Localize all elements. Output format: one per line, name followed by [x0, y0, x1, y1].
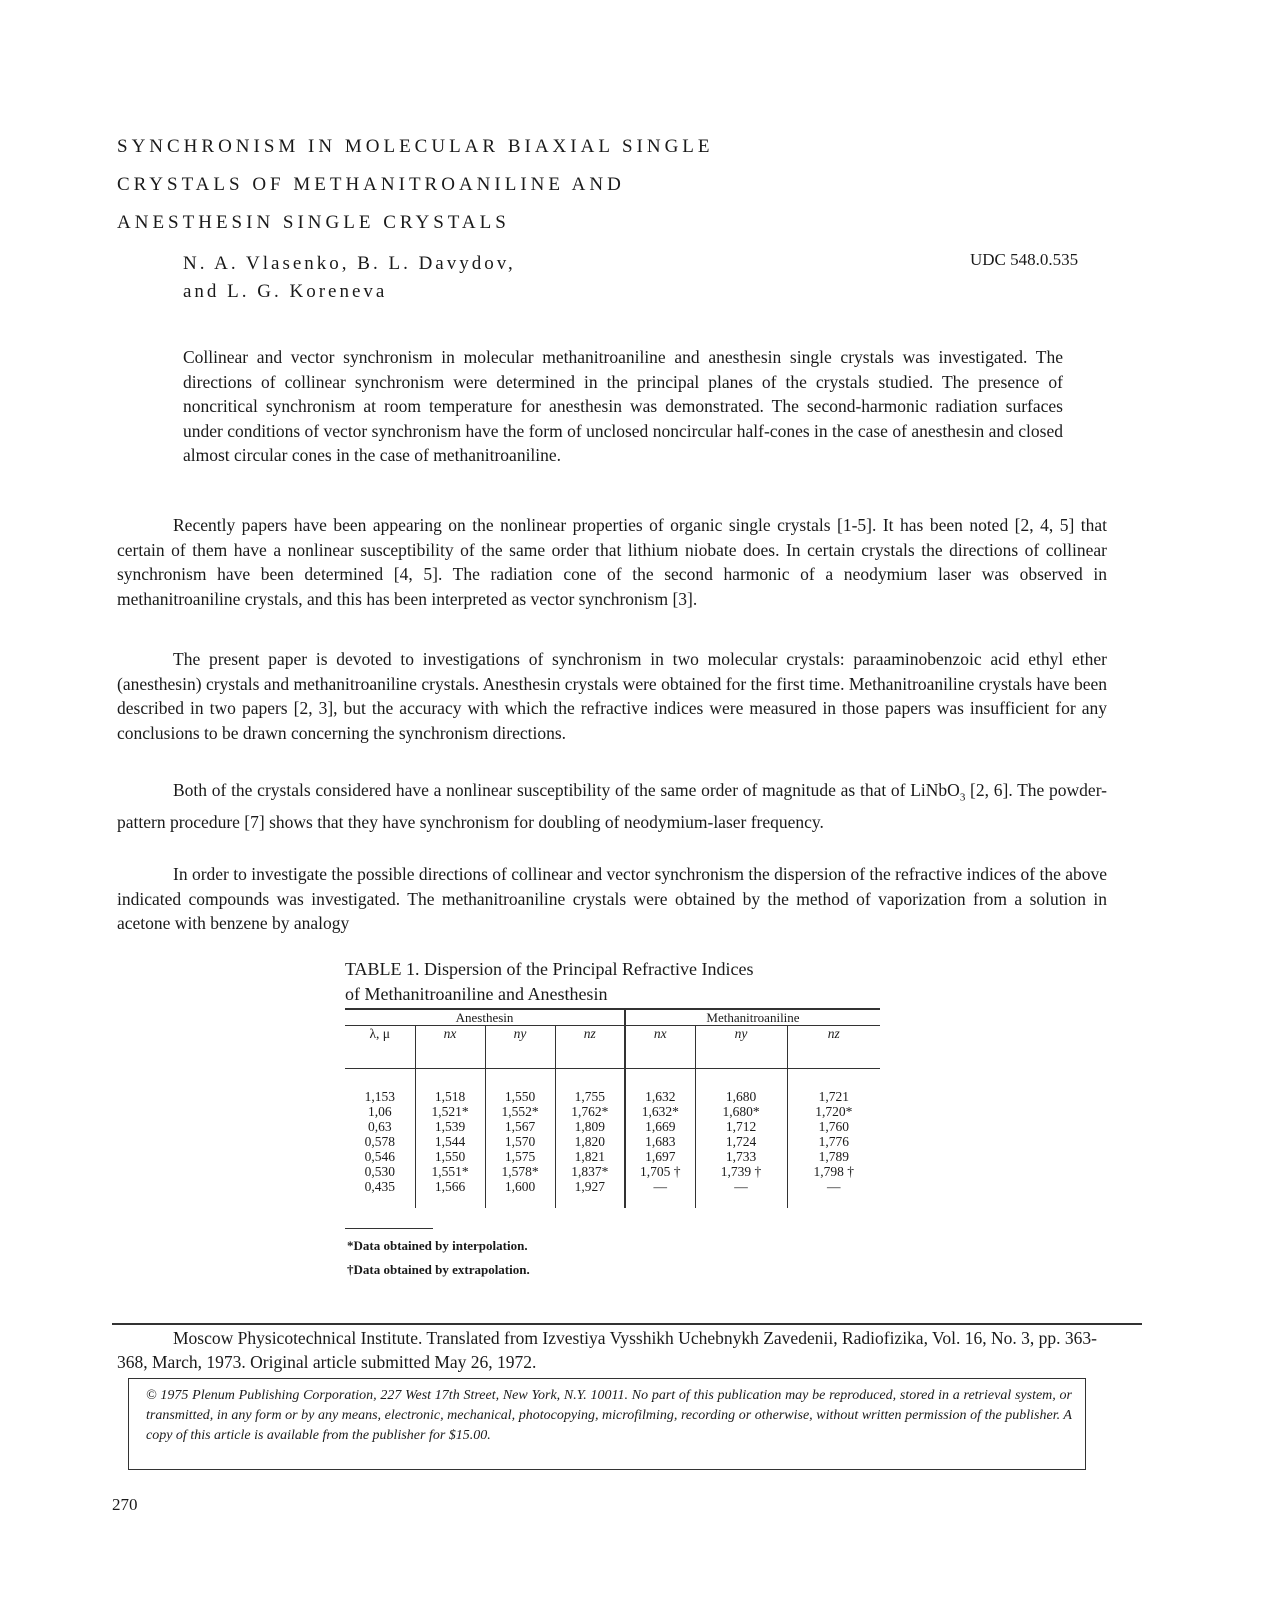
- table-caption-line-2: of Methanitroaniline and Anesthesin: [345, 984, 608, 1004]
- col-header-anesthesin-nz: nz: [555, 1026, 625, 1069]
- cell-anesthesin-nx: 1,539: [415, 1119, 485, 1134]
- cell-anesthesin-ny: 1,600: [485, 1179, 555, 1208]
- cell-anesthesin-nz: 1,755: [555, 1069, 625, 1105]
- cell-methanitroaniline-nz: 1,720*: [787, 1104, 880, 1119]
- cell-methanitroaniline-ny: 1,724: [695, 1134, 787, 1149]
- cell-methanitroaniline-nz: 1,760: [787, 1119, 880, 1134]
- cell-anesthesin-nz: 1,821: [555, 1149, 625, 1164]
- cell-anesthesin-nx: 1,544: [415, 1134, 485, 1149]
- cell-lambda: 1,153: [364, 1089, 395, 1104]
- footnote-interpolation: *Data obtained by interpolation.: [347, 1238, 528, 1253]
- cell-lambda: 0,546: [364, 1149, 395, 1164]
- cell-methanitroaniline-ny: 1,680*: [695, 1104, 787, 1119]
- authors: [183, 250, 516, 306]
- cell-methanitroaniline-nx: 1,705 †: [625, 1164, 695, 1179]
- cell-methanitroaniline-nx: 1,683: [625, 1134, 695, 1149]
- table-group-header-row: [345, 1009, 880, 1026]
- cell-methanitroaniline-ny: —: [695, 1179, 787, 1208]
- cell-anesthesin-nz: 1,809: [555, 1119, 625, 1134]
- col-header-anesthesin-nx: nx: [415, 1026, 485, 1069]
- authors-line-1: N. A. Vlasenko, B. L. Davydov,: [183, 253, 516, 274]
- group-header-anesthesin: Anesthesin: [345, 1009, 625, 1026]
- cell-anesthesin-nz: 1,927: [555, 1179, 625, 1208]
- col-header-lambda: λ, μ: [345, 1026, 415, 1069]
- cell-lambda: 1,06: [367, 1104, 392, 1119]
- table-caption: [345, 957, 890, 1007]
- footnote-extrapolation: †Data obtained by extrapolation.: [347, 1262, 530, 1277]
- abstract: Collinear and vector synchronism in molecular methanitroaniline and anesthesin single crystals was investigated. The directions of collinear synchronism were determined in the principal planes of the crystals studied. The presence of noncritical synchronism at room temperature for anesthesin was demonstrated. The second-harmonic radiation surfaces under conditions of vector synchronism have the form of unclosed noncircular half-cones in the case of anesthesin and closed almost circular cones in the case of methanitroaniline.: [183, 347, 1063, 465]
- authors-line-2: and L. G. Koreneva: [183, 281, 388, 302]
- table-row: [345, 1134, 880, 1149]
- paragraph-4: In order to investigate the possible directions of collinear and vector synchronism the dispersion of the refractive indices of the above indicated compounds was investigated. The methanitroaniline crystals were obtained by the method of vaporization from a solution in acetone with benzene by analogy: [117, 864, 1108, 933]
- refractive-indices-table: [345, 1008, 880, 1208]
- cell-lambda: 0,63: [367, 1119, 392, 1134]
- table-caption-line-1: TABLE 1. Dispersion of the Principal Refractive Indices: [345, 959, 754, 979]
- paragraph-3-part-b: [2, 6]. The powder-pattern procedure [7] shows that they have synchronism for doubling of neodymium-laser frequency.: [117, 780, 1107, 832]
- col-header-methanitroaniline-nz: nz: [787, 1026, 880, 1069]
- col-header-methanitroaniline-nx: nx: [625, 1026, 695, 1069]
- cell-anesthesin-ny: 1,552*: [485, 1104, 555, 1119]
- col-header-anesthesin-ny: ny: [485, 1026, 555, 1069]
- cell-anesthesin-nx: 1,518: [415, 1069, 485, 1105]
- table-bottom-rule: [345, 1228, 433, 1229]
- title-line-2: CRYSTALS OF METHANITROANILINE AND: [117, 174, 625, 195]
- table-row: [345, 1164, 880, 1179]
- cell-methanitroaniline-ny: 1,712: [695, 1119, 787, 1134]
- cell-anesthesin-nz: 1,820: [555, 1134, 625, 1149]
- affiliation-rule: [112, 1323, 1142, 1325]
- copyright-notice: © 1975 Plenum Publishing Corporation, 227 West 17th Street, New York, N.Y. 10011. No part of this publication may be reproduced, stored in a retrieval system, or transmitted, in any form or by any means, electronic, mechanical, photocopying, microfilming, recording or otherwise, without written permission of the publisher. A copy of this article is available from the publisher for $15.00.: [146, 1388, 1072, 1443]
- cell-methanitroaniline-ny: 1,680: [695, 1069, 787, 1105]
- cell-anesthesin-ny: 1,575: [485, 1149, 555, 1164]
- cell-anesthesin-nz: 1,762*: [555, 1104, 625, 1119]
- table-row: [345, 1179, 880, 1208]
- udc-code: UDC 548.0.535: [970, 250, 1079, 269]
- cell-lambda: 0,578: [364, 1134, 395, 1149]
- cell-methanitroaniline-nz: 1,776: [787, 1134, 880, 1149]
- cell-lambda: 0,435: [364, 1179, 395, 1194]
- cell-lambda: 0,530: [364, 1164, 395, 1179]
- cell-methanitroaniline-nx: 1,697: [625, 1149, 695, 1164]
- title-line-3: ANESTHESIN SINGLE CRYSTALS: [117, 212, 510, 233]
- cell-anesthesin-ny: 1,550: [485, 1069, 555, 1105]
- paragraph-2: The present paper is devoted to investigations of synchronism in two molecular crystals: paraaminobenzoic acid ethyl ether (anesthesin) crystals and methanitroaniline crystals. Anesthesin crystals were obtained for the first time. Methanitroaniline crystals have been described in two papers [2, 3], but the accuracy with which the refractive indices were measured in those papers was insufficient for any conclusions to be drawn concerning the synchronism directions.: [117, 649, 1107, 743]
- cell-methanitroaniline-nz: 1,798 †: [787, 1164, 880, 1179]
- cell-methanitroaniline-nz: —: [787, 1179, 880, 1208]
- affiliation-note: Moscow Physicotechnical Institute. Translated from Izvestiya Vysshikh Uchebnykh Zavedenii, Radiofizika, Vol. 16, No. 3, pp. 363-368, March, 1973. Original article submitted May 26, 1972.: [117, 1328, 1097, 1372]
- paragraph-3-part-a: Both of the crystals considered have a nonlinear susceptibility of the same order of magnitude as that of LiNbO: [173, 780, 960, 800]
- group-header-methanitroaniline: Methanitroaniline: [625, 1009, 880, 1026]
- cell-methanitroaniline-nx: 1,669: [625, 1119, 695, 1134]
- table-row: [345, 1069, 880, 1105]
- paragraph-1: Recently papers have been appearing on the nonlinear properties of organic single crystals [1-5]. It has been noted [2, 4, 5] that certain of them have a nonlinear susceptibility of the same order that lithium niobate does. In certain crystals the directions of collinear synchronism have been determined [4, 5]. The radiation cone of the second harmonic of a neodymium laser was observed in methanitroaniline crystals, and this has been interpreted as vector synchronism [3].: [117, 515, 1107, 609]
- title-line-1: SYNCHRONISM IN MOLECULAR BIAXIAL SINGLE: [117, 136, 714, 157]
- cell-anesthesin-ny: 1,567: [485, 1119, 555, 1134]
- cell-methanitroaniline-nz: 1,789: [787, 1149, 880, 1164]
- cell-anesthesin-nz: 1,837*: [555, 1164, 625, 1179]
- cell-methanitroaniline-nx: —: [625, 1179, 695, 1208]
- table-column-header-row: [345, 1026, 880, 1069]
- cell-methanitroaniline-ny: 1,739 †: [695, 1164, 787, 1179]
- cell-anesthesin-ny: 1,578*: [485, 1164, 555, 1179]
- table-row: [345, 1119, 880, 1134]
- cell-anesthesin-nx: 1,521*: [415, 1104, 485, 1119]
- cell-anesthesin-nx: 1,551*: [415, 1164, 485, 1179]
- cell-methanitroaniline-ny: 1,733: [695, 1149, 787, 1164]
- cell-methanitroaniline-nx: 1,632: [625, 1069, 695, 1105]
- cell-methanitroaniline-nz: 1,721: [787, 1069, 880, 1105]
- formula-subscript: 3: [959, 791, 966, 804]
- cell-methanitroaniline-nx: 1,632*: [625, 1104, 695, 1119]
- table-body: [345, 1069, 880, 1209]
- cell-anesthesin-ny: 1,570: [485, 1134, 555, 1149]
- page-number: 270: [112, 1495, 138, 1514]
- table-row: [345, 1149, 880, 1164]
- paragraph-3: [117, 778, 1107, 835]
- col-header-methanitroaniline-ny: ny: [695, 1026, 787, 1069]
- table-row: [345, 1104, 880, 1119]
- data-table: [345, 1008, 880, 1208]
- cell-anesthesin-nx: 1,566: [415, 1179, 485, 1208]
- cell-anesthesin-nx: 1,550: [415, 1149, 485, 1164]
- article-title: [117, 128, 917, 242]
